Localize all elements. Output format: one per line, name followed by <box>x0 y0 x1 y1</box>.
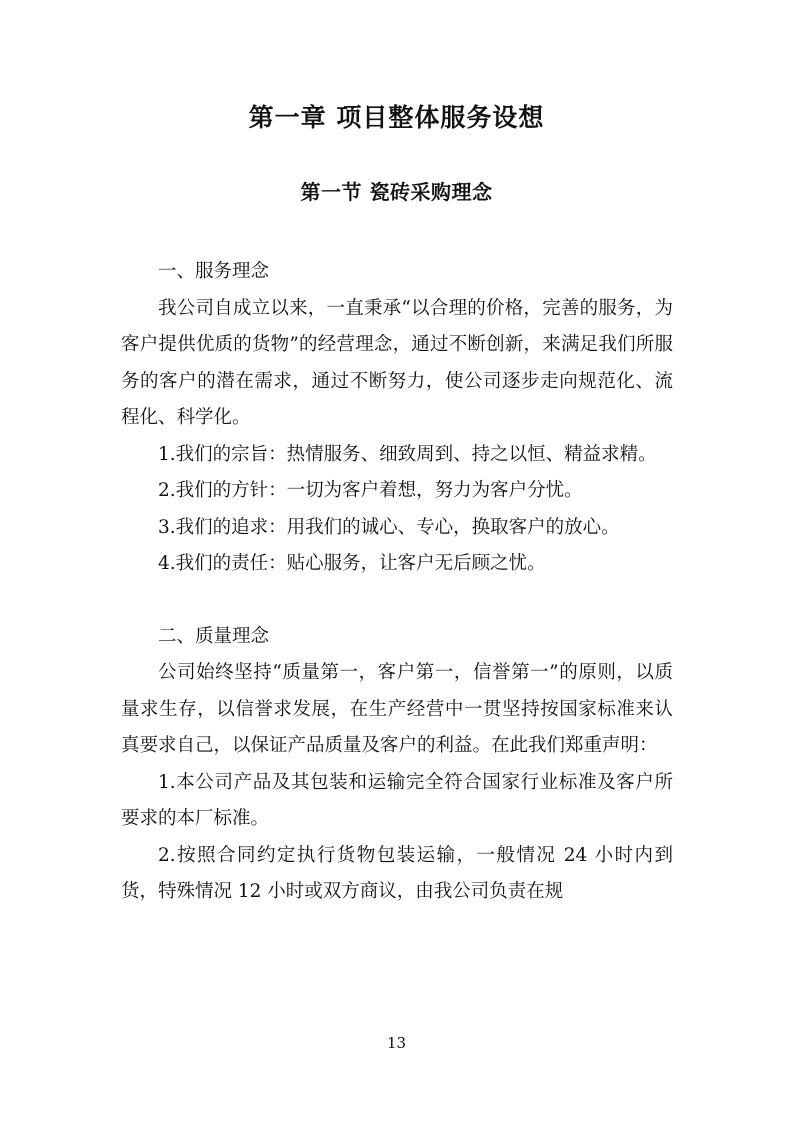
section-title: 第一节 瓷砖采购理念 <box>300 180 493 204</box>
list-item: 1.本公司产品及其包装和运输完全符合国家行业标准及客户所要求的本厂标准。 <box>121 771 673 829</box>
subsection-heading-service: 一、服务理念 <box>158 261 270 282</box>
chapter-title: 第一章 项目整体服务设想 <box>248 103 545 132</box>
page-number: 13 <box>386 1034 407 1052</box>
paragraph: 我公司自成立以来，一直秉承“以合理的价格，完善的服务，为客户提供优质的货物”的经营理念，通过不断创新，来满足我们所服务的客户的潜在需求，通过不断努力，使公司逐步走向规范化、流程化、科学化。 <box>121 297 673 428</box>
list-item: 2.按照合同约定执行货物包装运输，一般情况 24 小时内到货，特殊情况 12 小时或双方商议，由我公司负责在规 <box>121 844 673 902</box>
section-spacer <box>121 583 673 619</box>
list-item: 4.我们的责任：贴心服务，让客户无后顾之忧。 <box>158 553 546 574</box>
body-text <box>121 254 673 911</box>
list-item: 1.我们的宗旨：热情服务、细致周到、持之以恒、精益求精。 <box>158 443 657 465</box>
paragraph: 公司始终坚持“质量第一，客户第一，信誉第一”的原则，以质量求生存，以信誉求发展，在生产经营中一贯坚持按国家标准来认真要求自己，以保证产品质量及客户的利益。在此我们郑重声明： <box>121 662 673 756</box>
list-item: 2.我们的方针：一切为客户着想，努力为客户分忧。 <box>158 480 583 501</box>
list-item: 3.我们的追求：用我们的诚心、专心，换取客户的放心。 <box>158 516 620 538</box>
subsection-heading-quality: 二、质量理念 <box>158 625 270 647</box>
